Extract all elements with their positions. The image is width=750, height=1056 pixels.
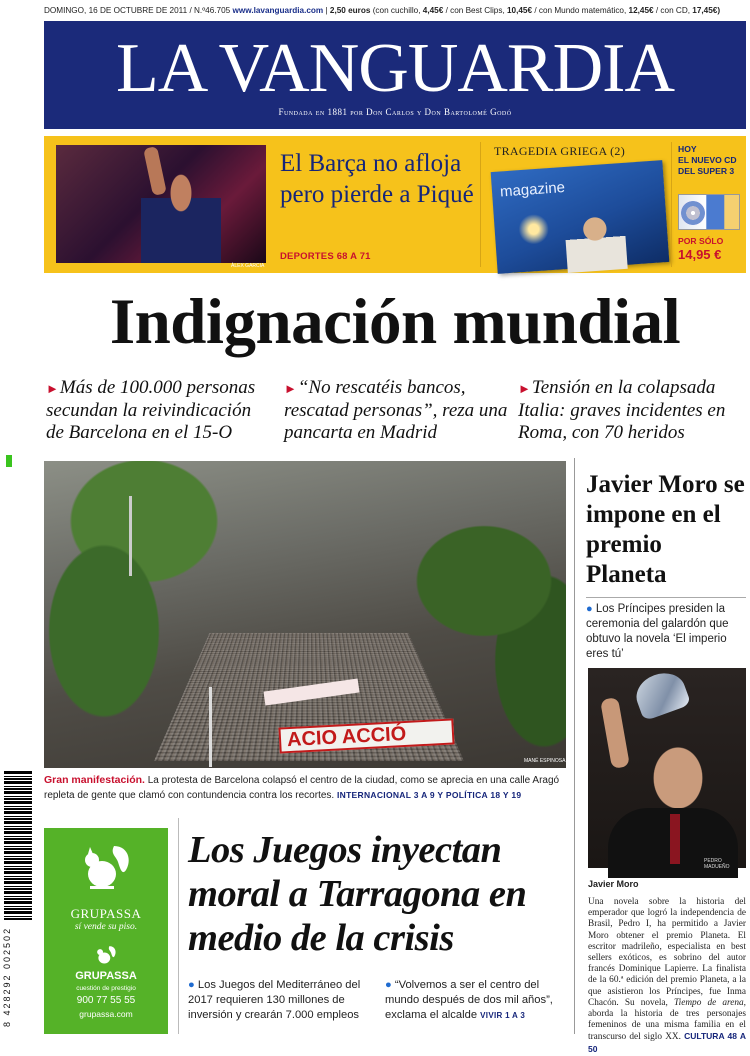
promo-headline[interactable]: El Barça no afloja pero pierde a Piqué [280,150,474,208]
sub-deck[interactable] [284,377,509,444]
price-note: / con CD, [655,6,691,15]
street-lamp [129,496,132,576]
ad-tagline: cuestión de prestigio [76,985,136,992]
red-triangle-icon: ► [284,381,297,396]
squirrel-icon [95,944,117,966]
price-option: 4,45€ [422,6,444,15]
squirrel-icon [80,842,132,892]
issue-number: N.º46.705 [194,6,231,15]
demonstration-photo[interactable] [44,461,566,768]
sub-deck-text: Más de 100.000 personas secundan la reivindicación de Barcelona en el 15-O [46,377,256,443]
section-reference: DEPORTES 68 A 71 [280,251,371,262]
column-rule [574,458,575,1034]
barcode-number: 8 428292 002502 [2,926,12,1028]
ad-brand: GRUPASSA [70,906,142,921]
sub-deck-text: “No rescatéis bancos, rescatad personas”, reza una pancarta en Madrid [284,377,508,443]
protest-banner: ACIO ACCIÓ [278,718,454,753]
website-link[interactable]: www.lavanguardia.com [232,6,324,15]
price-note: / con Best Clips, [445,6,505,15]
photo-name-label: Javier Moro [588,879,639,889]
divider [480,142,481,267]
ad-phone: 900 77 55 55 [76,995,136,1006]
photo-credit: ÀLEX GARCIA [231,263,265,269]
edition-date: DOMINGO, 16 DE OCTUBRE DE 2011 [44,6,188,15]
cd-disc-icon [681,201,705,225]
photo-caption [44,773,566,803]
raised-arm [600,697,630,769]
promo-band [44,136,746,273]
price-option: 17,45€) [692,6,721,15]
football-player-photo[interactable] [56,145,266,269]
section-reference[interactable]: INTERNACIONAL 3 A 9 Y POLÍTICA 18 Y 19 [336,790,522,800]
price-option: 12,45€ [628,6,654,15]
moro-bullet-text: Los Príncipes presiden la ceremonia del galardón que obtuvo la novela ‘El imperio eres tú’ [586,603,729,660]
ad-slogan: sí vende su piso. [74,922,138,932]
section-reference[interactable]: CULTURA 48 A 50 [588,1031,746,1054]
cd-description: EL NUEVO CD DEL SUPER 3 [678,155,737,176]
grupassa-ad[interactable] [44,828,168,1034]
javier-moro-photo[interactable] [588,668,746,868]
juegos-deck [385,978,563,1023]
masthead-subtitle: Fundada en 1881 por Don Carlos y Don Bartolomé Godó [278,107,512,117]
bullet-icon: ● [188,979,195,991]
juegos-deck [188,978,366,1023]
moro-headline[interactable]: Javier Moro se impone en el premio Planeta [586,471,745,588]
book-title: Tiempo de arena, [673,997,746,1008]
divider [671,142,672,267]
moro-body-text [588,897,746,1056]
juegos-deck-text: Los Juegos del Mediterráneo del 2017 requieren 130 millones de inversión y crearán 7.000 empleos [188,979,361,1021]
edition-info-line: DOMINGO, 16 DE OCTUBRE DE 2011 / N.º46.705 www.lavanguardia.com | 2,50 euros (con cuchillo, 4,45€ / con Best Clips, 10,45€ / con Mundo matemático, 12,45€ / con CD, 17,45€) [44,6,721,15]
cd-promo-text [678,144,740,177]
juegos-headline[interactable]: Los Juegos inyectan moral a Tarragona en medio de la crisis [188,829,527,959]
street-lamp [209,687,212,767]
caption-text: La protesta de Barcelona colapsó el centro de la ciudad, como se aprecia en una calle Aragó repleta de gente que clamó con contundencia contra los recortes. [44,775,560,801]
registration-mark [6,455,12,467]
cd-price-label: POR SÓLO [678,236,724,246]
newspaper-logo: LA VANGUARDIA [115,30,675,107]
caption-lead: Gran manifestación. [44,774,145,786]
bullet-icon: ● [385,979,392,991]
photo-credit: PEDRO MADUEÑO [704,858,730,870]
main-headline[interactable]: Indignación mundial [109,286,681,358]
price-option: 10,45€ [507,6,533,15]
sub-deck[interactable] [518,377,743,444]
cd-price: 14,95 € [678,247,722,262]
man-figure [564,209,628,273]
column-rule [178,818,179,1034]
magazine-kicker: TRAGEDIA GRIEGA (2) [494,144,626,158]
masthead [44,21,746,129]
divider [586,597,746,598]
trophy [631,667,692,722]
price-note: / con Mundo matemático, [534,6,627,15]
ad-website[interactable]: grupassa.com [79,1009,133,1019]
magazine-cover-image[interactable] [491,160,670,274]
tie [670,814,680,864]
cd-cover-image[interactable] [678,194,740,230]
barcode [4,770,32,920]
section-reference[interactable]: VIVIR 1 A 3 [480,1011,526,1020]
lamp-glow [517,208,550,250]
red-triangle-icon: ► [518,381,531,396]
sub-deck-text: Tensión en la colapsada Italia: graves incidentes en Roma, con 70 heridos [518,377,726,443]
photo-credit: MANÉ ESPINOSA [524,758,566,764]
body-text: aborda la historia de tres personajes femeninos de una misma familia en el transcurso del siglo XX. [588,1009,746,1043]
moro-bullet [586,602,746,662]
bullet-icon: ● [586,603,593,615]
price-base: 2,50 euros [329,6,371,15]
cd-hoy-label: HOY [678,144,697,154]
sub-deck[interactable] [46,377,271,444]
price-note: (con cuchillo, [372,6,421,15]
red-triangle-icon: ► [46,381,59,396]
magazine-brand: magazine [499,178,566,201]
ad-brand-logo: GRUPASSA [75,970,137,982]
juegos-deck-text: “Volvemos a ser el centro del mundo después de dos mil años”, exclama el alcalde [385,979,553,1021]
body-text: Una novela sobre la historia del emperador que logró la independencia de Brasil, Pedro I, ha permitido a Javier Moro obtener el premio Planeta. El escritor madrileño, especialista en best sellers exóticos, es sobrino del autor francés Dominique Lapierre. La finalista de la 60.ª edición del premio Planeta, a la que asistieron los Príncipes, fue Inma Chacón. Su novela, [588,897,746,1008]
